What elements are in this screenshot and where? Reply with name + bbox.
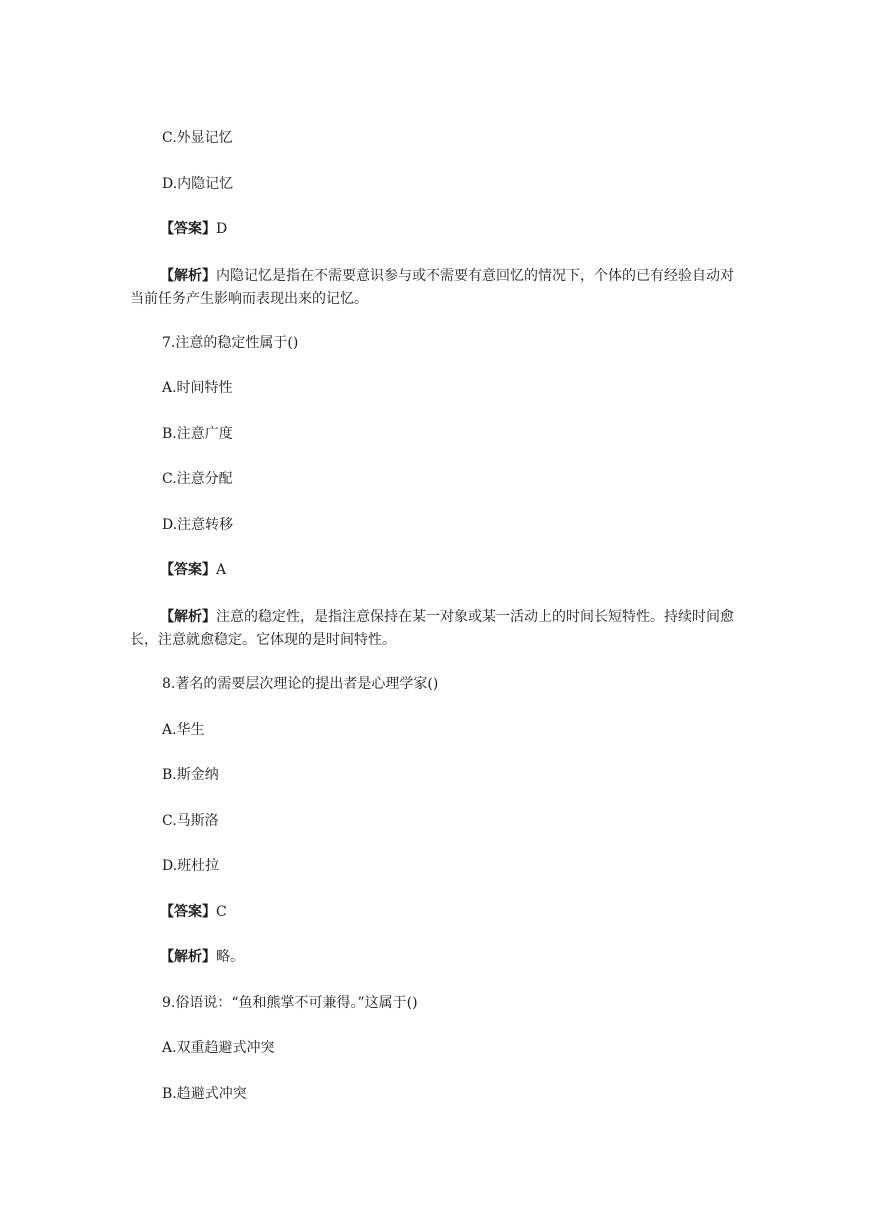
q6-answer (160, 219, 227, 239)
analysis-text: 注意的稳定性，是指注意保持在某一对象或某一活动上的时间长短特性。持续时间愈长，注意就愈稳定。它体现的是时间特性。 (130, 609, 734, 648)
analysis-text: 略。 (216, 949, 244, 965)
analysis-tag: 【解析】 (160, 949, 216, 965)
q7-option-b: B.注意广度 (162, 426, 233, 442)
q8-option-d: D.班杜拉 (162, 858, 220, 874)
answer-value: C (216, 904, 227, 920)
q7-option-d: D.注意转移 (162, 517, 234, 533)
q7-answer (160, 560, 226, 580)
analysis-text: 内隐记忆是指在不需要意识参与或不需要有意回忆的情况下，个体的已有经验自动对当前任务产生影响而表现出来的记忆。 (130, 268, 734, 307)
q6-analysis (130, 265, 740, 311)
q8-option-c: C.马斯洛 (162, 813, 219, 829)
q8-analysis (160, 947, 244, 967)
q7-analysis (130, 606, 740, 652)
q7-option-c: C.注意分配 (162, 471, 233, 487)
analysis-tag: 【解析】 (160, 268, 216, 284)
q6-option-c: C.外显记忆 (162, 130, 233, 146)
analysis-tag: 【解析】 (160, 609, 216, 625)
q7-question: 7.注意的稳定性属于() (162, 335, 299, 351)
answer-tag: 【答案】 (160, 221, 216, 237)
q9-option-b: B.趋避式冲突 (162, 1086, 247, 1102)
q9-option-a: A.双重趋避式冲突 (162, 1040, 275, 1056)
answer-tag: 【答案】 (160, 904, 216, 920)
q8-question: 8.著名的需要层次理论的提出者是心理学家() (162, 676, 439, 692)
q8-option-b: B.斯金纳 (162, 767, 219, 783)
answer-value: D (216, 221, 228, 237)
answer-tag: 【答案】 (160, 562, 216, 578)
q9-question: 9.俗语说：“鱼和熊掌不可兼得。”这属于() (162, 995, 418, 1011)
q6-option-d: D.内隐记忆 (162, 176, 234, 192)
answer-value: A (216, 562, 227, 578)
q8-answer (160, 902, 227, 922)
q8-option-a: A.华生 (162, 722, 205, 738)
q7-option-a: A.时间特性 (162, 380, 233, 396)
